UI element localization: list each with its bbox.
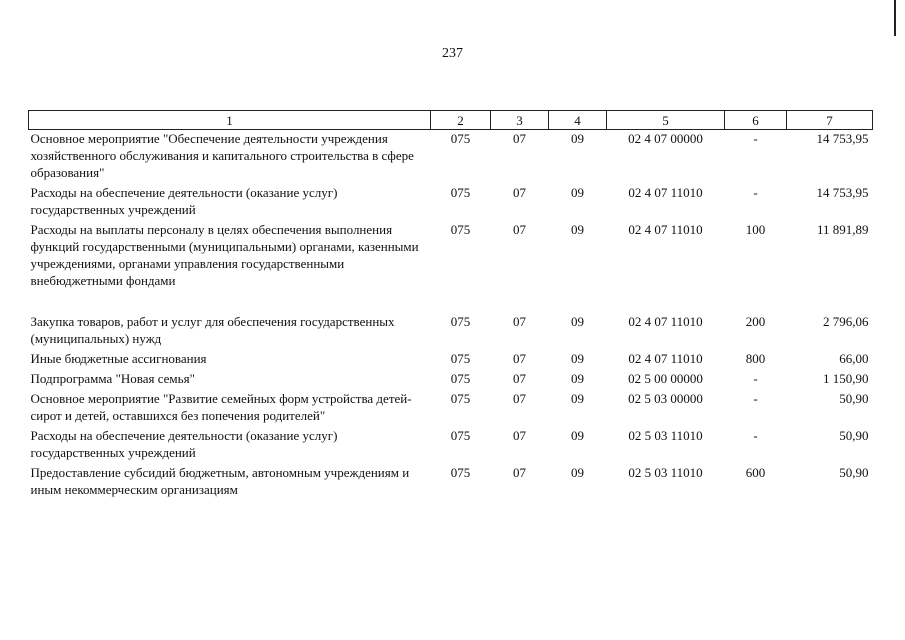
row-ministry-code: 075 [450,371,471,386]
row-target-article: 02 4 07 11010 [628,222,703,237]
row-subsection-code: 09 [571,185,584,200]
table-row [29,390,873,427]
row-description: Расходы на обеспечение деятельности (оказание услуг) государственных учреждений [30,428,338,460]
row-target-article: 02 4 07 11010 [628,351,703,366]
row-ministry-code: 075 [450,185,471,200]
row-expense-type: 600 [745,465,766,480]
row-target-article: 02 4 07 11010 [628,314,703,329]
header-col-7: 7 [787,111,873,130]
header-col-4: 4 [549,111,607,130]
row-amount: 50,90 [839,391,869,406]
budget-table [28,110,873,501]
row-subsection-code: 09 [571,131,584,146]
header-col-5: 5 [607,111,725,130]
row-expense-type: - [753,371,758,386]
table-row [29,184,873,221]
row-section-code: 07 [513,428,526,443]
header-col-2: 2 [431,111,491,130]
row-target-article: 02 5 03 11010 [628,428,703,443]
row-ministry-code: 075 [450,314,471,329]
table-row [29,464,873,501]
row-section-code: 07 [513,222,526,237]
row-target-article: 02 4 07 11010 [628,185,703,200]
header-row [29,111,873,130]
row-section-code: 07 [513,465,526,480]
row-amount: 50,90 [839,428,869,443]
row-description: Подпрограмма "Новая семья" [30,371,195,386]
table-header [29,111,873,130]
row-section-code: 07 [513,351,526,366]
row-amount: 2 796,06 [823,314,869,329]
row-description: Основное мероприятие "Обеспечение деятельности учреждения хозяйственного обслуживания и капитального строительства в сфере образования" [30,131,414,180]
table-row [29,130,873,185]
row-expense-type: - [753,185,758,200]
row-subsection-code: 09 [571,314,584,329]
table-row [29,370,873,390]
row-amount: 11 891,89 [816,222,869,237]
row-target-article: 02 4 07 00000 [628,131,703,146]
row-expense-type: 800 [745,351,766,366]
row-subsection-code: 09 [571,351,584,366]
row-ministry-code: 075 [450,465,471,480]
row-section-code: 07 [513,131,526,146]
row-expense-type: - [753,131,758,146]
row-description: Основное мероприятие "Развитие семейных форм устройства детей-сирот и детей, оставшихся без попечения родителей" [30,391,412,423]
row-description: Расходы на обеспечение деятельности (оказание услуг) государственных учреждений [30,185,338,217]
table-row [29,221,873,313]
row-amount: 14 753,95 [816,185,869,200]
row-expense-type: 100 [745,222,766,237]
table-row [29,313,873,350]
table-body [29,130,873,502]
page-edge-line [894,0,896,36]
row-section-code: 07 [513,185,526,200]
row-description: Иные бюджетные ассигнования [30,351,207,366]
row-amount: 66,00 [839,351,869,366]
row-description: Предоставление субсидий бюджетным, автономным учреждениям и иным некоммерческим организациям [30,465,410,497]
row-section-code: 07 [513,371,526,386]
table-row [29,427,873,464]
row-subsection-code: 09 [571,371,584,386]
row-expense-type: - [753,428,758,443]
row-amount: 50,90 [839,465,869,480]
header-col-3: 3 [491,111,549,130]
row-ministry-code: 075 [450,428,471,443]
header-col-1: 1 [29,111,431,130]
row-amount: 14 753,95 [816,131,869,146]
row-section-code: 07 [513,391,526,406]
table-row [29,350,873,370]
row-target-article: 02 5 00 00000 [628,371,703,386]
row-description: Расходы на выплаты персоналу в целях обеспечения выполнения функций государственными (муниципальными) органами, казенными учреждениями, органами управления государственными внебюджетными фондами [30,222,419,288]
row-target-article: 02 5 03 11010 [628,465,703,480]
row-ministry-code: 075 [450,351,471,366]
row-subsection-code: 09 [571,222,584,237]
row-expense-type: - [753,391,758,406]
row-target-article: 02 5 03 00000 [628,391,703,406]
row-section-code: 07 [513,314,526,329]
row-subsection-code: 09 [571,465,584,480]
row-ministry-code: 075 [450,222,471,237]
row-subsection-code: 09 [571,391,584,406]
row-amount: 1 150,90 [823,371,869,386]
header-col-6: 6 [725,111,787,130]
row-description: Закупка товаров, работ и услуг для обеспечения государственных (муниципальных) нужд [30,314,395,346]
row-ministry-code: 075 [450,391,471,406]
row-expense-type: 200 [745,314,766,329]
row-ministry-code: 075 [450,131,471,146]
row-subsection-code: 09 [571,428,584,443]
page-number: 237 [442,46,463,61]
